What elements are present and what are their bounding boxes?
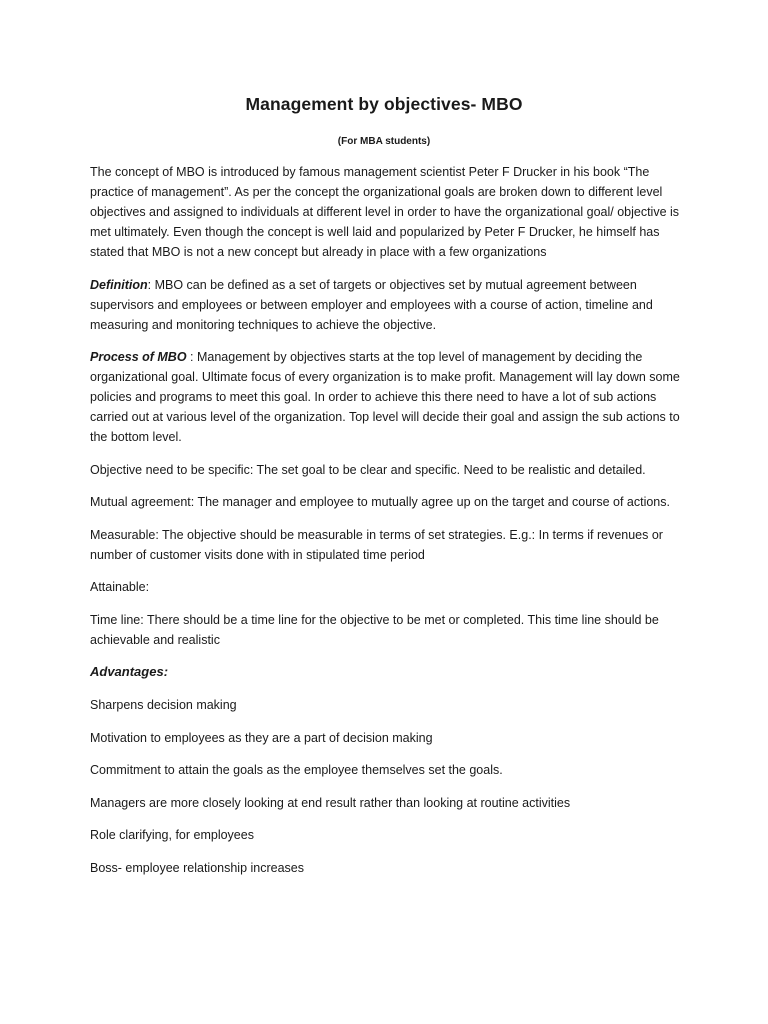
advantage-item: Role clarifying, for employees [90,828,254,842]
definition-text: : MBO can be defined as a set of targets or objectives set by mutual agreement between supervisors and employees or between employer and employees with a course of action, timeline and measuring and monitoring techniques to achieve the objective. [90,277,653,332]
process-label: Process of MBO [90,350,187,364]
document-title: Management by objectives- MBO [245,94,523,114]
intro-paragraph: The concept of MBO is introduced by famous management scientist Peter F Drucker in his book “The practice of management”. As per the concept the organizational goals are broken down to different level objectives and assigned to individuals at different level in order to have the organizational goal/ objective is met ultimately. Even though the concept is well laid and popularized by Peter F Drucker, he himself has stated that MBO is not a new concept but already in place with a few organizations [90,165,680,259]
advantage-item: Managers are more closely looking at end result rather than looking at routine activities [90,795,571,810]
point-measurable: Measurable: The objective should be measurable in terms of set strategies. E.g.: In terms if revenues or number of customer visits done with in stipulated time period [90,527,663,562]
advantage-item: Motivation to employees as they are a part of decision making [90,730,433,745]
point-mutual-agreement: Mutual agreement: The manager and employee to mutually agree up on the target and course of actions. [90,495,670,509]
definition-paragraph [90,275,680,335]
process-text: : Management by objectives starts at the top level of management by deciding the organizational goal. Ultimate focus of every organization is to make profit. Management will lay down some policies and programs to meet this goal. In order to achieve this there need to have a lot of sub actions carried out at various level of the organization. Top level will decide their goal and assign the sub actions to the bottom level. [90,350,680,444]
advantage-item: Commitment to attain the goals as the employee themselves set the goals. [90,763,503,777]
advantages-heading: Advantages: [90,664,169,679]
point-attainable: Attainable: [90,580,150,594]
advantage-item: Boss- employee relationship increases [90,860,304,875]
definition-label: Definition [90,277,148,292]
document-body [90,162,680,890]
process-paragraph [90,347,680,447]
point-time-line: Time line: There should be a time line for the objective to be met or completed. This time line should be achievable and realistic [90,612,659,647]
point-specific: Objective need to be specific: The set goal to be clear and specific. Need to be realistic and detailed. [90,462,646,477]
advantage-item: Sharpens decision making [90,698,237,712]
document-subtitle: (For MBA students) [337,136,431,147]
